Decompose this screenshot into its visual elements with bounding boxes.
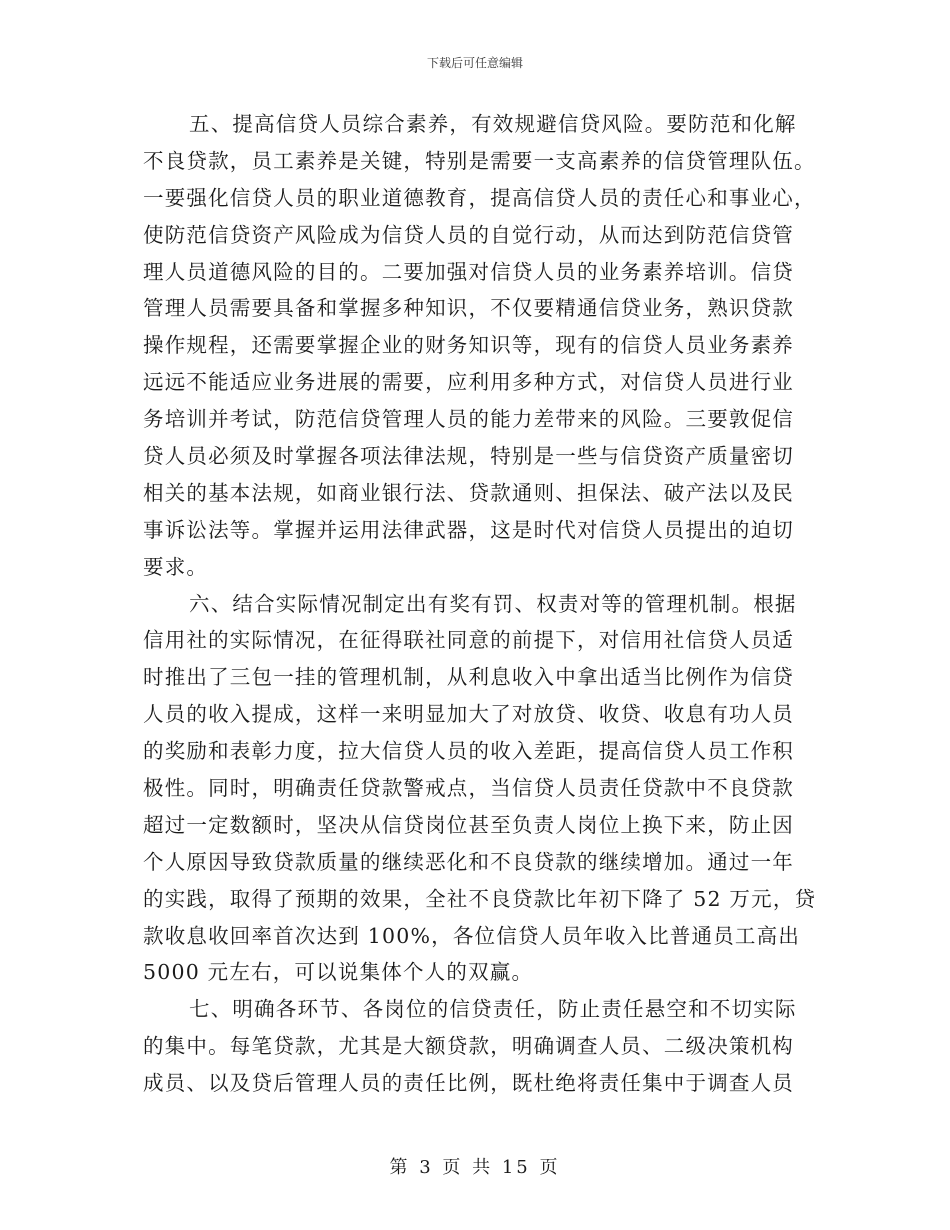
text-line: 信用社的实际情况，在征得联社同意的前提下，对信用社信贷人员适 [143,628,794,653]
paragraph-6 [143,586,817,992]
text-line: 5000 元左右，可以说集体个人的双赢。 [143,960,534,985]
text-line: 六、结合实际情况制定出有奖有罚、权责对等的管理机制。根据 [189,591,797,616]
text-line: 七、明确各环节、各岗位的信贷责任，防止责任悬空和不切实际 [189,997,797,1022]
text-line: 款收息收回率首次达到 100%，各位信贷人员年收入比普通员工高出 [143,923,801,948]
text-line: 务培训并考试，防范信贷管理人员的能力差带来的风险。三要敦促信 [143,407,794,432]
text-line: 个人原因导致贷款质量的继续恶化和不良贷款的继续增加。通过一年 [143,849,794,874]
paragraph-5 [143,106,816,586]
text-line: 超过一定数额时，坚决从信贷岗位甚至负责人岗位上换下来，防止因 [143,812,794,837]
text-line: 一要强化信贷人员的职业道德教育，提高信贷人员的责任心和事业心， [143,185,816,210]
text-line: 的实践，取得了预期的效果，全社不良贷款比年初下降了 52 万元，贷 [143,886,817,911]
text-line: 使防范信贷资产风险成为信贷人员的自觉行动，从而达到防范信贷管 [143,222,794,247]
text-line: 事诉讼法等。掌握并运用法律武器，这是时代对信贷人员提出的迫切 [143,517,794,542]
text-line: 操作规程，还需要掌握企业的财务知识等，现有的信贷人员业务素养 [143,333,794,358]
text-line: 成员、以及贷后管理人员的责任比例，既杜绝将责任集中于调查人员 [143,1071,794,1096]
text-line: 时推出了三包一挂的管理机制，从利息收入中拿出适当比例作为信贷 [143,665,794,690]
text-line: 远远不能适应业务进展的需要，应利用多种方式，对信贷人员进行业 [143,370,794,395]
text-line: 理人员道德风险的目的。二要加强对信贷人员的业务素养培训。信贷 [143,259,794,284]
text-line: 极性。同时，明确责任贷款警戒点，当信贷人员责任贷款中不良贷款 [143,776,794,801]
text-line: 要求。 [143,554,209,579]
text-line: 贷人员必须及时掌握各项法律法规，特别是一些与信贷资产质量密切 [143,444,794,469]
text-line: 不良贷款，员工素养是关键，特别是需要一支高素养的信贷管理队伍。 [143,148,816,173]
page-header: 下载后可任意编辑 [426,56,523,70]
text-line: 的奖励和表彰力度，拉大信贷人员的收入差距，提高信贷人员工作积 [143,739,794,764]
text-line: 人员的收入提成，这样一来明显加大了对放贷、收贷、收息有功人员 [143,702,794,727]
paragraph-7 [143,991,809,1102]
text-line: 管理人员需要具备和掌握多种知识，不仅要精通信贷业务，熟识贷款 [143,296,794,321]
document-body [143,106,817,1102]
text-line: 相关的基本法规，如商业银行法、贷款通则、担保法、破产法以及民 [143,480,794,505]
text-line: 五、提高信贷人员综合素养，有效规避信贷风险。要防范和化解 [189,112,797,136]
text-line: 的集中。每笔贷款，尤其是大额贷款，明确调查人员、二级决策机构 [143,1034,794,1059]
page-number-footer: 第 3 页 共 15 页 [389,1157,561,1178]
